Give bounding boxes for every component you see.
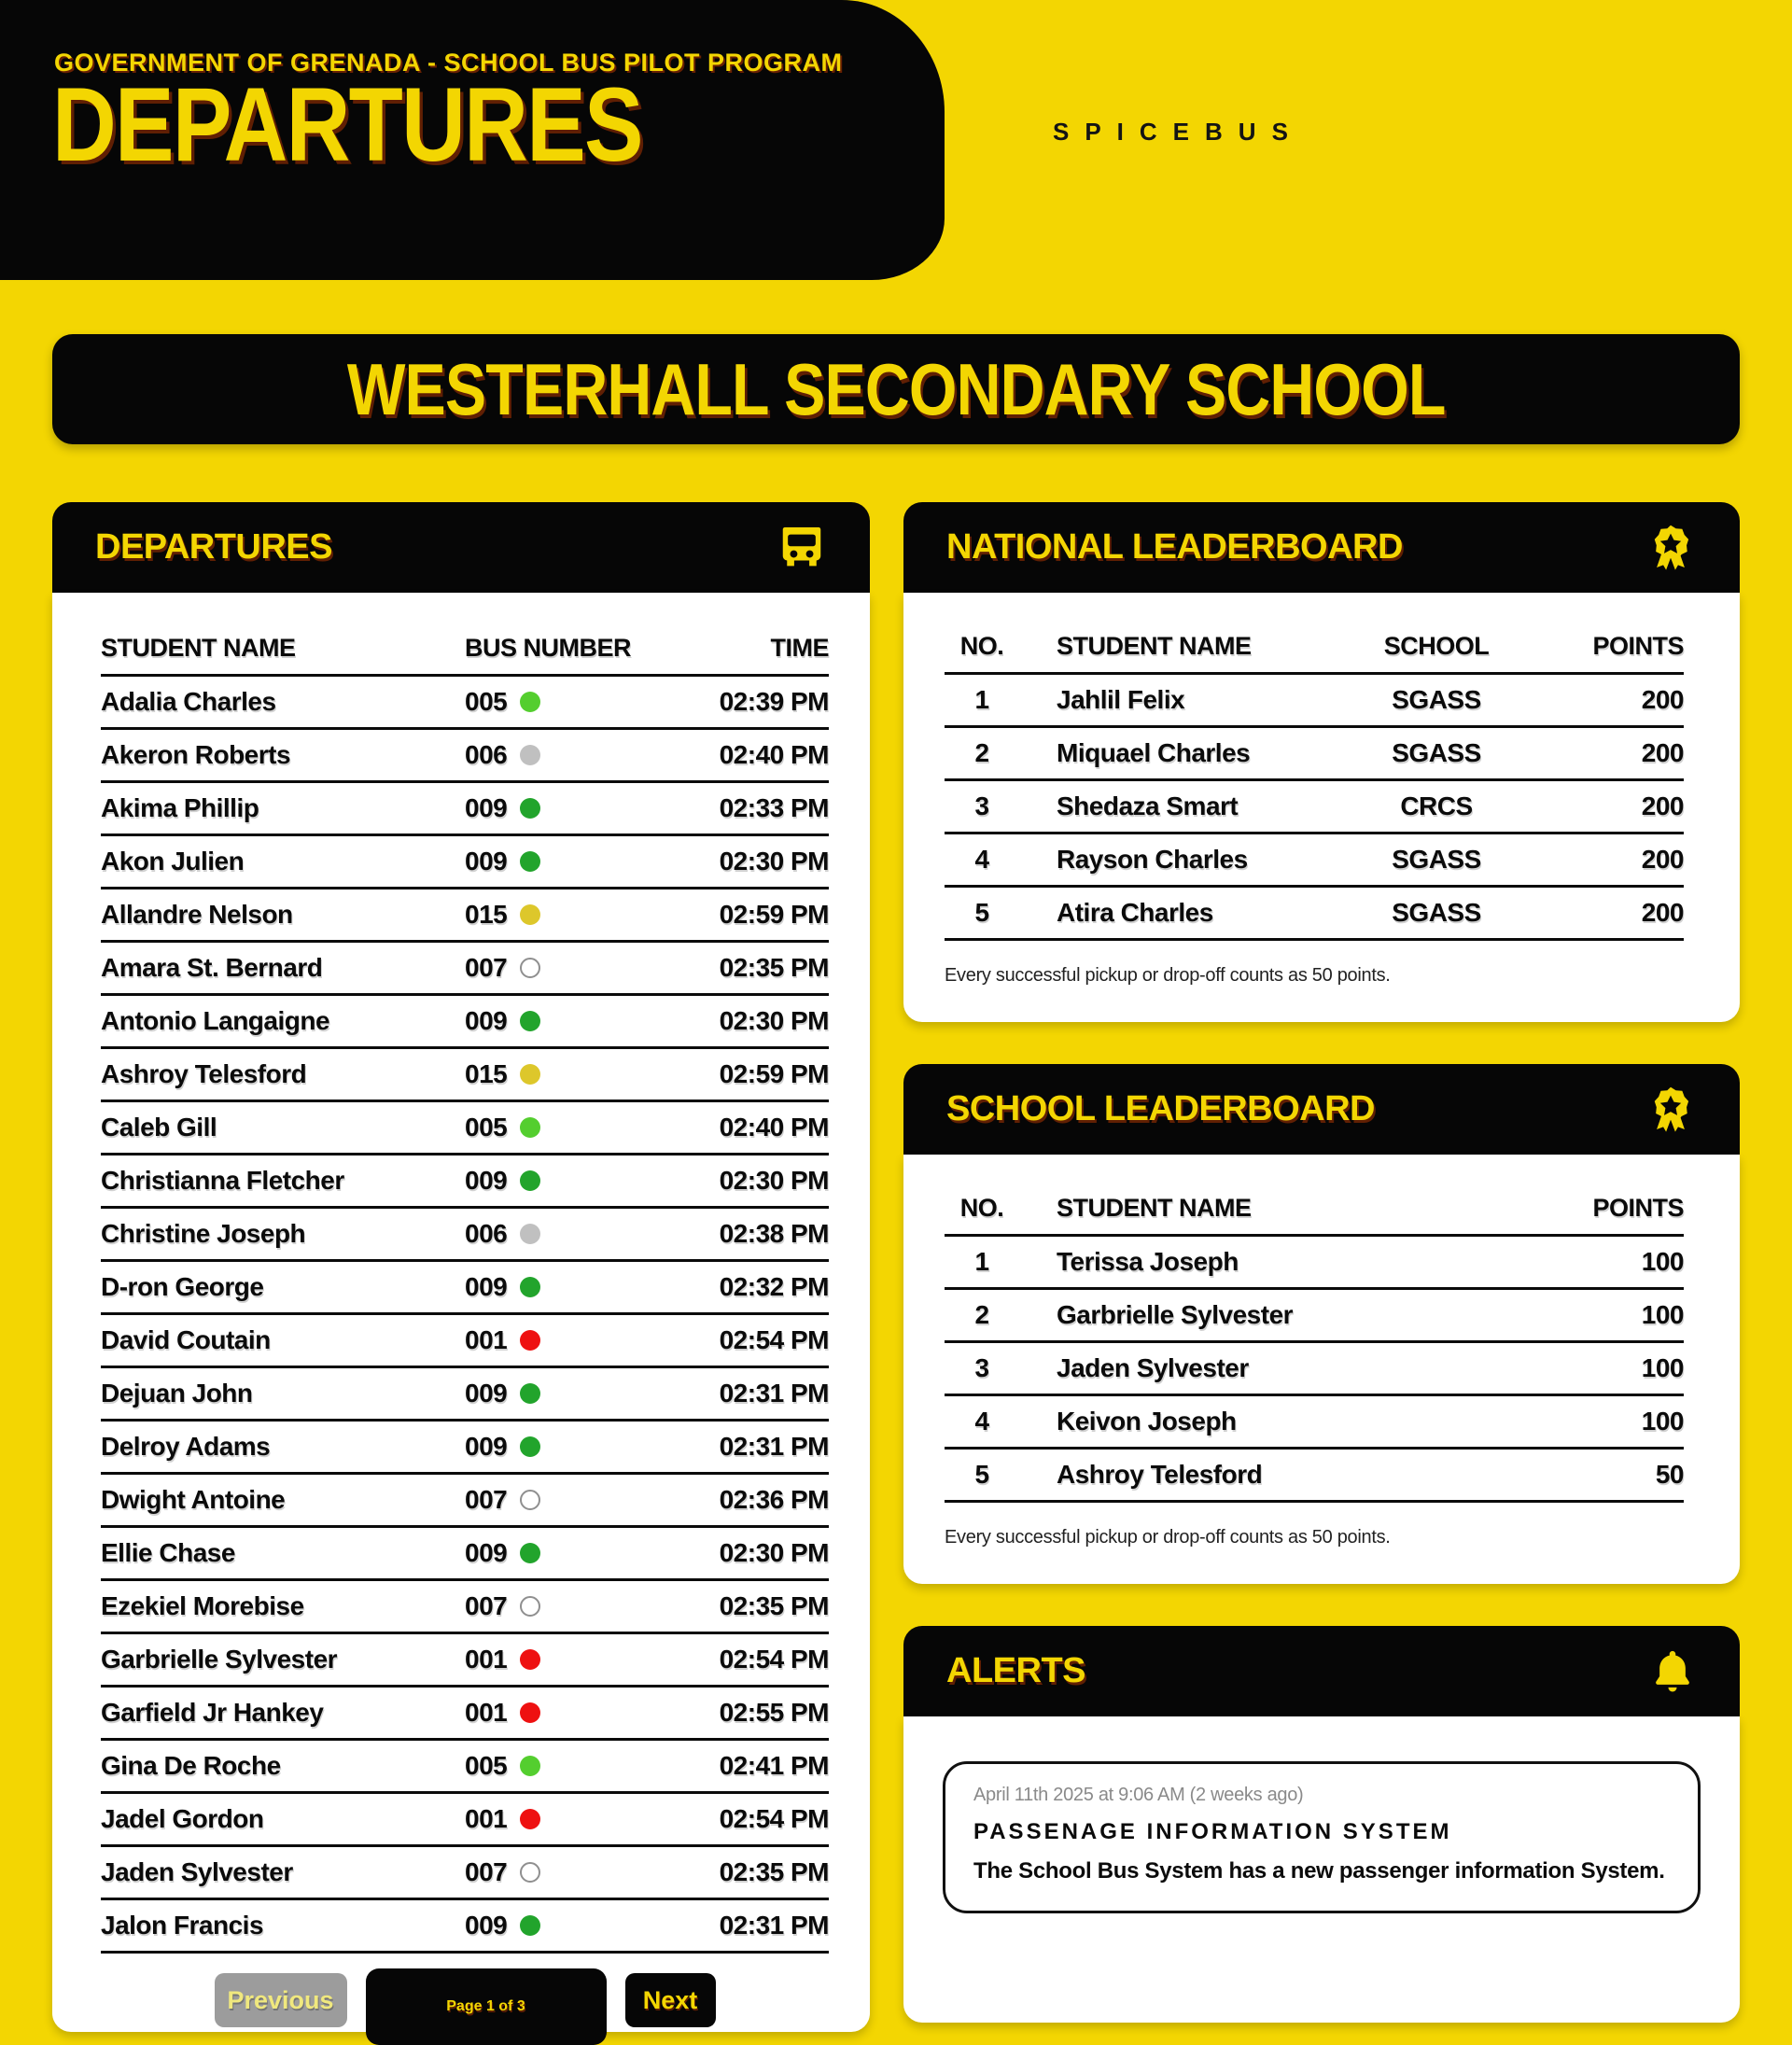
bus-cell bbox=[465, 995, 670, 1048]
bus-status-dot bbox=[520, 1436, 540, 1457]
bus-cell bbox=[465, 1048, 670, 1101]
school-leaderboard-table-header bbox=[945, 1194, 1684, 1236]
bus-status-dot bbox=[520, 1170, 540, 1191]
departure-time: 02:41 PM bbox=[670, 1740, 829, 1793]
bus-cell bbox=[465, 782, 670, 835]
alerts-body bbox=[903, 1716, 1740, 2023]
bus-number: 009 bbox=[465, 1166, 508, 1195]
departure-row bbox=[101, 1793, 829, 1846]
student-name: Allandre Nelson bbox=[101, 889, 465, 942]
departure-row bbox=[101, 995, 829, 1048]
school-code: CRCS bbox=[1329, 780, 1544, 833]
departure-time: 02:30 PM bbox=[670, 835, 829, 889]
student-name: Christianna Fletcher bbox=[101, 1155, 465, 1208]
national-leaderboard-title: NATIONAL LEADERBOARD bbox=[946, 527, 1403, 567]
leaderboard-row bbox=[945, 1289, 1684, 1342]
school-name: WESTERHALL SECONDARY SCHOOL bbox=[346, 347, 1446, 430]
bus-number: 015 bbox=[465, 900, 508, 929]
rank-number: 4 bbox=[945, 833, 1019, 887]
bus-number: 009 bbox=[465, 1272, 508, 1301]
points-value: 100 bbox=[1544, 1395, 1684, 1449]
departure-row bbox=[101, 1580, 829, 1633]
rank-number: 3 bbox=[945, 780, 1019, 833]
bus-number: 015 bbox=[465, 1059, 508, 1088]
departure-time: 02:31 PM bbox=[670, 1367, 829, 1421]
school-code: SGASS bbox=[1329, 833, 1544, 887]
departure-time: 02:30 PM bbox=[670, 1155, 829, 1208]
departure-time: 02:59 PM bbox=[670, 1048, 829, 1101]
student-name: Garbrielle Sylvester bbox=[101, 1633, 465, 1687]
column-student-name: STUDENT NAME bbox=[1019, 632, 1329, 674]
student-name: Keivon Joseph bbox=[1019, 1395, 1544, 1449]
departure-row bbox=[101, 1421, 829, 1474]
page-title bbox=[52, 66, 746, 183]
national-leaderboard-table-header bbox=[945, 632, 1684, 674]
national-leaderboard-body bbox=[903, 593, 1740, 1022]
bus-number: 001 bbox=[465, 1645, 508, 1674]
bus-status-dot bbox=[520, 1277, 540, 1297]
student-name: Garfield Jr Hankey bbox=[101, 1687, 465, 1740]
bell-icon bbox=[1648, 1647, 1697, 1696]
departure-row bbox=[101, 1846, 829, 1899]
leaderboard-row bbox=[945, 727, 1684, 780]
points-value: 200 bbox=[1544, 727, 1684, 780]
bus-cell bbox=[465, 942, 670, 995]
leaderboard-row bbox=[945, 674, 1684, 727]
rank-number: 5 bbox=[945, 1449, 1019, 1502]
departure-row bbox=[101, 1208, 829, 1261]
alerts-card bbox=[903, 1626, 1740, 2023]
hero-header bbox=[0, 0, 1792, 280]
column-no: NO. bbox=[945, 1194, 1019, 1236]
departure-row bbox=[101, 1314, 829, 1367]
student-name: Jahlil Felix bbox=[1019, 674, 1329, 727]
departure-time: 02:54 PM bbox=[670, 1314, 829, 1367]
departure-row bbox=[101, 1155, 829, 1208]
bus-number: 007 bbox=[465, 953, 508, 982]
bus-cell bbox=[465, 1580, 670, 1633]
school-code: SGASS bbox=[1329, 887, 1544, 940]
rank-number: 2 bbox=[945, 1289, 1019, 1342]
departure-row bbox=[101, 1740, 829, 1793]
bus-cell bbox=[465, 1474, 670, 1527]
departure-row bbox=[101, 1633, 829, 1687]
bus-cell bbox=[465, 1261, 670, 1314]
alert-item bbox=[943, 1761, 1701, 1913]
bus-number: 006 bbox=[465, 1219, 508, 1248]
bus-number: 007 bbox=[465, 1591, 508, 1620]
bus-number: 001 bbox=[465, 1325, 508, 1354]
school-code: SGASS bbox=[1329, 727, 1544, 780]
bus-number: 005 bbox=[465, 1113, 508, 1142]
bus-cell bbox=[465, 1314, 670, 1367]
student-name: David Coutain bbox=[101, 1314, 465, 1367]
departures-card-header bbox=[52, 502, 870, 593]
rank-number: 4 bbox=[945, 1395, 1019, 1449]
bus-cell bbox=[465, 1846, 670, 1899]
bus-cell bbox=[465, 1687, 670, 1740]
page-indicator: Page 1 of 3 bbox=[366, 1968, 607, 2045]
column-no: NO. bbox=[945, 632, 1019, 674]
alerts-header bbox=[903, 1626, 1740, 1716]
bus-status-dot bbox=[520, 1383, 540, 1404]
leaderboard-row bbox=[945, 1236, 1684, 1289]
school-leaderboard-card bbox=[903, 1064, 1740, 1584]
bus-number: 009 bbox=[465, 847, 508, 875]
bus-number: 009 bbox=[465, 1538, 508, 1567]
student-name: Adalia Charles bbox=[101, 676, 465, 729]
points-value: 100 bbox=[1544, 1289, 1684, 1342]
alert-message: The School Bus System has a new passenger information System. bbox=[973, 1858, 1665, 1884]
student-name: Antonio Langaigne bbox=[101, 995, 465, 1048]
departure-time: 02:33 PM bbox=[670, 782, 829, 835]
student-name: Christine Joseph bbox=[101, 1208, 465, 1261]
bus-status-dot bbox=[520, 1011, 540, 1031]
next-page-button[interactable]: Next bbox=[625, 1973, 716, 2027]
departure-time: 02:59 PM bbox=[670, 889, 829, 942]
student-name: Jalon Francis bbox=[101, 1899, 465, 1953]
bus-status-dot bbox=[520, 1862, 540, 1883]
bus-status-dot bbox=[520, 904, 540, 925]
bus-number: 001 bbox=[465, 1804, 508, 1833]
departure-row bbox=[101, 1101, 829, 1155]
student-name: Ashroy Telesford bbox=[101, 1048, 465, 1101]
points-footnote: Every successful pickup or drop-off counts as 50 points. bbox=[945, 965, 1391, 986]
rank-number: 1 bbox=[945, 674, 1019, 727]
bus-cell bbox=[465, 1208, 670, 1261]
departure-row bbox=[101, 1048, 829, 1101]
alerts-title: ALERTS bbox=[946, 1651, 1085, 1690]
student-name: Atira Charles bbox=[1019, 887, 1329, 940]
departure-row bbox=[101, 1474, 829, 1527]
student-name: Dwight Antoine bbox=[101, 1474, 465, 1527]
column-school: SCHOOL bbox=[1329, 632, 1544, 674]
bus-number: 005 bbox=[465, 1751, 508, 1780]
departure-time: 02:30 PM bbox=[670, 1527, 829, 1580]
student-name: Akeron Roberts bbox=[101, 729, 465, 782]
bus-number: 009 bbox=[465, 1006, 508, 1035]
main-content bbox=[52, 502, 1740, 2032]
points-footnote: Every successful pickup or drop-off counts as 50 points. bbox=[945, 1527, 1391, 1548]
departure-time: 02:54 PM bbox=[670, 1793, 829, 1846]
leaderboard-row bbox=[945, 1395, 1684, 1449]
brand-logo: SPICEBUS bbox=[1053, 118, 1304, 146]
student-name: D-ron George bbox=[101, 1261, 465, 1314]
right-column bbox=[903, 502, 1740, 2023]
bus-cell bbox=[465, 1527, 670, 1580]
national-leaderboard-card bbox=[903, 502, 1740, 1022]
student-name: Gina De Roche bbox=[101, 1740, 465, 1793]
student-name: Ashroy Telesford bbox=[1019, 1449, 1544, 1502]
student-name: Akon Julien bbox=[101, 835, 465, 889]
departure-row bbox=[101, 1527, 829, 1580]
points-value: 100 bbox=[1544, 1342, 1684, 1395]
national-leaderboard-table bbox=[945, 632, 1684, 941]
departure-row bbox=[101, 1367, 829, 1421]
school-leaderboard-header bbox=[903, 1064, 1740, 1155]
award-badge-icon bbox=[1645, 522, 1697, 574]
bus-number: 007 bbox=[465, 1857, 508, 1886]
rank-number: 3 bbox=[945, 1342, 1019, 1395]
page-title-text: DEPARTURES bbox=[52, 66, 642, 183]
column-student-name: STUDENT NAME bbox=[1019, 1194, 1544, 1236]
departure-row bbox=[101, 835, 829, 889]
student-name: Dejuan John bbox=[101, 1367, 465, 1421]
points-value: 200 bbox=[1544, 674, 1684, 727]
school-leaderboard-title: SCHOOL LEADERBOARD bbox=[946, 1089, 1375, 1128]
bus-status-dot bbox=[520, 1224, 540, 1244]
student-name: Amara St. Bernard bbox=[101, 942, 465, 995]
departure-row bbox=[101, 1261, 829, 1314]
bus-status-dot bbox=[520, 1064, 540, 1085]
column-bus-number: BUS NUMBER bbox=[465, 634, 670, 676]
departure-time: 02:54 PM bbox=[670, 1633, 829, 1687]
bus-status-dot bbox=[520, 958, 540, 978]
student-name: Ellie Chase bbox=[101, 1527, 465, 1580]
departure-row bbox=[101, 1899, 829, 1953]
student-name: Akima Phillip bbox=[101, 782, 465, 835]
bus-status-dot bbox=[520, 798, 540, 819]
bus-icon bbox=[777, 523, 827, 573]
bus-number: 009 bbox=[465, 1379, 508, 1408]
leaderboard-row bbox=[945, 833, 1684, 887]
column-time: TIME bbox=[670, 634, 829, 676]
national-leaderboard-header bbox=[903, 502, 1740, 593]
column-student-name: STUDENT NAME bbox=[101, 634, 465, 676]
bus-cell bbox=[465, 1793, 670, 1846]
points-value: 200 bbox=[1544, 780, 1684, 833]
bus-number: 001 bbox=[465, 1698, 508, 1727]
rank-number: 1 bbox=[945, 1236, 1019, 1289]
departure-time: 02:40 PM bbox=[670, 729, 829, 782]
student-name: Delroy Adams bbox=[101, 1421, 465, 1474]
bus-cell bbox=[465, 1155, 670, 1208]
departure-row bbox=[101, 942, 829, 995]
program-subtitle: GOVERNMENT OF GRENADA - SCHOOL BUS PILOT PROGRAM bbox=[54, 49, 843, 77]
departure-time: 02:36 PM bbox=[670, 1474, 829, 1527]
bus-status-dot bbox=[520, 1809, 540, 1829]
departure-row bbox=[101, 729, 829, 782]
departure-time: 02:30 PM bbox=[670, 995, 829, 1048]
bus-status-dot bbox=[520, 1330, 540, 1351]
bus-status-dot bbox=[520, 851, 540, 872]
bus-cell bbox=[465, 729, 670, 782]
bus-cell bbox=[465, 1899, 670, 1953]
departure-time: 02:32 PM bbox=[670, 1261, 829, 1314]
bus-cell bbox=[465, 889, 670, 942]
bus-cell bbox=[465, 1633, 670, 1687]
leaderboard-row bbox=[945, 887, 1684, 940]
pagination bbox=[101, 1954, 829, 2032]
departure-row bbox=[101, 782, 829, 835]
bus-cell bbox=[465, 1101, 670, 1155]
departure-time: 02:35 PM bbox=[670, 942, 829, 995]
points-value: 200 bbox=[1544, 833, 1684, 887]
school-code: SGASS bbox=[1329, 674, 1544, 727]
student-name: Jadel Gordon bbox=[101, 1793, 465, 1846]
alert-date: April 11th 2025 at 9:06 AM (2 weeks ago) bbox=[973, 1785, 1304, 1805]
departure-time: 02:35 PM bbox=[670, 1846, 829, 1899]
bus-status-dot bbox=[520, 1596, 540, 1617]
award-badge-icon bbox=[1645, 1084, 1697, 1136]
departure-time: 02:39 PM bbox=[670, 676, 829, 729]
school-leaderboard-body bbox=[903, 1155, 1740, 1584]
school-leaderboard-table bbox=[945, 1194, 1684, 1503]
bus-number: 009 bbox=[465, 1911, 508, 1940]
bus-status-dot bbox=[520, 1756, 540, 1776]
departures-table-header bbox=[101, 634, 829, 676]
bus-number: 009 bbox=[465, 1432, 508, 1461]
leaderboard-row bbox=[945, 780, 1684, 833]
student-name: Jaden Sylvester bbox=[1019, 1342, 1544, 1395]
bus-number: 005 bbox=[465, 687, 508, 716]
student-name: Garbrielle Sylvester bbox=[1019, 1289, 1544, 1342]
student-name: Ezekiel Morebise bbox=[101, 1580, 465, 1633]
departure-row bbox=[101, 1687, 829, 1740]
departure-time: 02:35 PM bbox=[670, 1580, 829, 1633]
rank-number: 2 bbox=[945, 727, 1019, 780]
departures-card bbox=[52, 502, 870, 2032]
bus-status-dot bbox=[520, 1649, 540, 1670]
school-banner bbox=[52, 334, 1740, 444]
student-name: Miquael Charles bbox=[1019, 727, 1329, 780]
student-name: Jaden Sylvester bbox=[101, 1846, 465, 1899]
departure-row bbox=[101, 889, 829, 942]
bus-status-dot bbox=[520, 1543, 540, 1563]
bus-status-dot bbox=[520, 1490, 540, 1510]
bus-status-dot bbox=[520, 1702, 540, 1723]
student-name: Rayson Charles bbox=[1019, 833, 1329, 887]
departure-time: 02:31 PM bbox=[670, 1899, 829, 1953]
student-name: Terissa Joseph bbox=[1019, 1236, 1544, 1289]
departure-time: 02:40 PM bbox=[670, 1101, 829, 1155]
bus-status-dot bbox=[520, 1915, 540, 1936]
rank-number: 5 bbox=[945, 887, 1019, 940]
column-points: POINTS bbox=[1544, 632, 1684, 674]
bus-cell bbox=[465, 835, 670, 889]
bus-cell bbox=[465, 1421, 670, 1474]
bus-cell bbox=[465, 1740, 670, 1793]
points-value: 50 bbox=[1544, 1449, 1684, 1502]
bus-status-dot bbox=[520, 745, 540, 765]
column-points: POINTS bbox=[1544, 1194, 1684, 1236]
leaderboard-row bbox=[945, 1342, 1684, 1395]
departures-card-title: DEPARTURES bbox=[95, 527, 332, 567]
alert-item-title: PASSENAGE INFORMATION SYSTEM bbox=[973, 1819, 1452, 1844]
points-value: 200 bbox=[1544, 887, 1684, 940]
departures-table bbox=[101, 634, 829, 1954]
bus-cell bbox=[465, 1367, 670, 1421]
student-name: Caleb Gill bbox=[101, 1101, 465, 1155]
points-value: 100 bbox=[1544, 1236, 1684, 1289]
bus-number: 009 bbox=[465, 793, 508, 822]
bus-number: 007 bbox=[465, 1485, 508, 1514]
bus-cell bbox=[465, 676, 670, 729]
bus-number: 006 bbox=[465, 740, 508, 769]
departure-time: 02:31 PM bbox=[670, 1421, 829, 1474]
departure-row bbox=[101, 676, 829, 729]
previous-page-button[interactable]: Previous bbox=[215, 1973, 347, 2027]
departures-card-body bbox=[52, 593, 870, 2032]
student-name: Shedaza Smart bbox=[1019, 780, 1329, 833]
leaderboard-row bbox=[945, 1449, 1684, 1502]
departure-time: 02:55 PM bbox=[670, 1687, 829, 1740]
bus-status-dot bbox=[520, 692, 540, 712]
bus-status-dot bbox=[520, 1117, 540, 1138]
departure-time: 02:38 PM bbox=[670, 1208, 829, 1261]
